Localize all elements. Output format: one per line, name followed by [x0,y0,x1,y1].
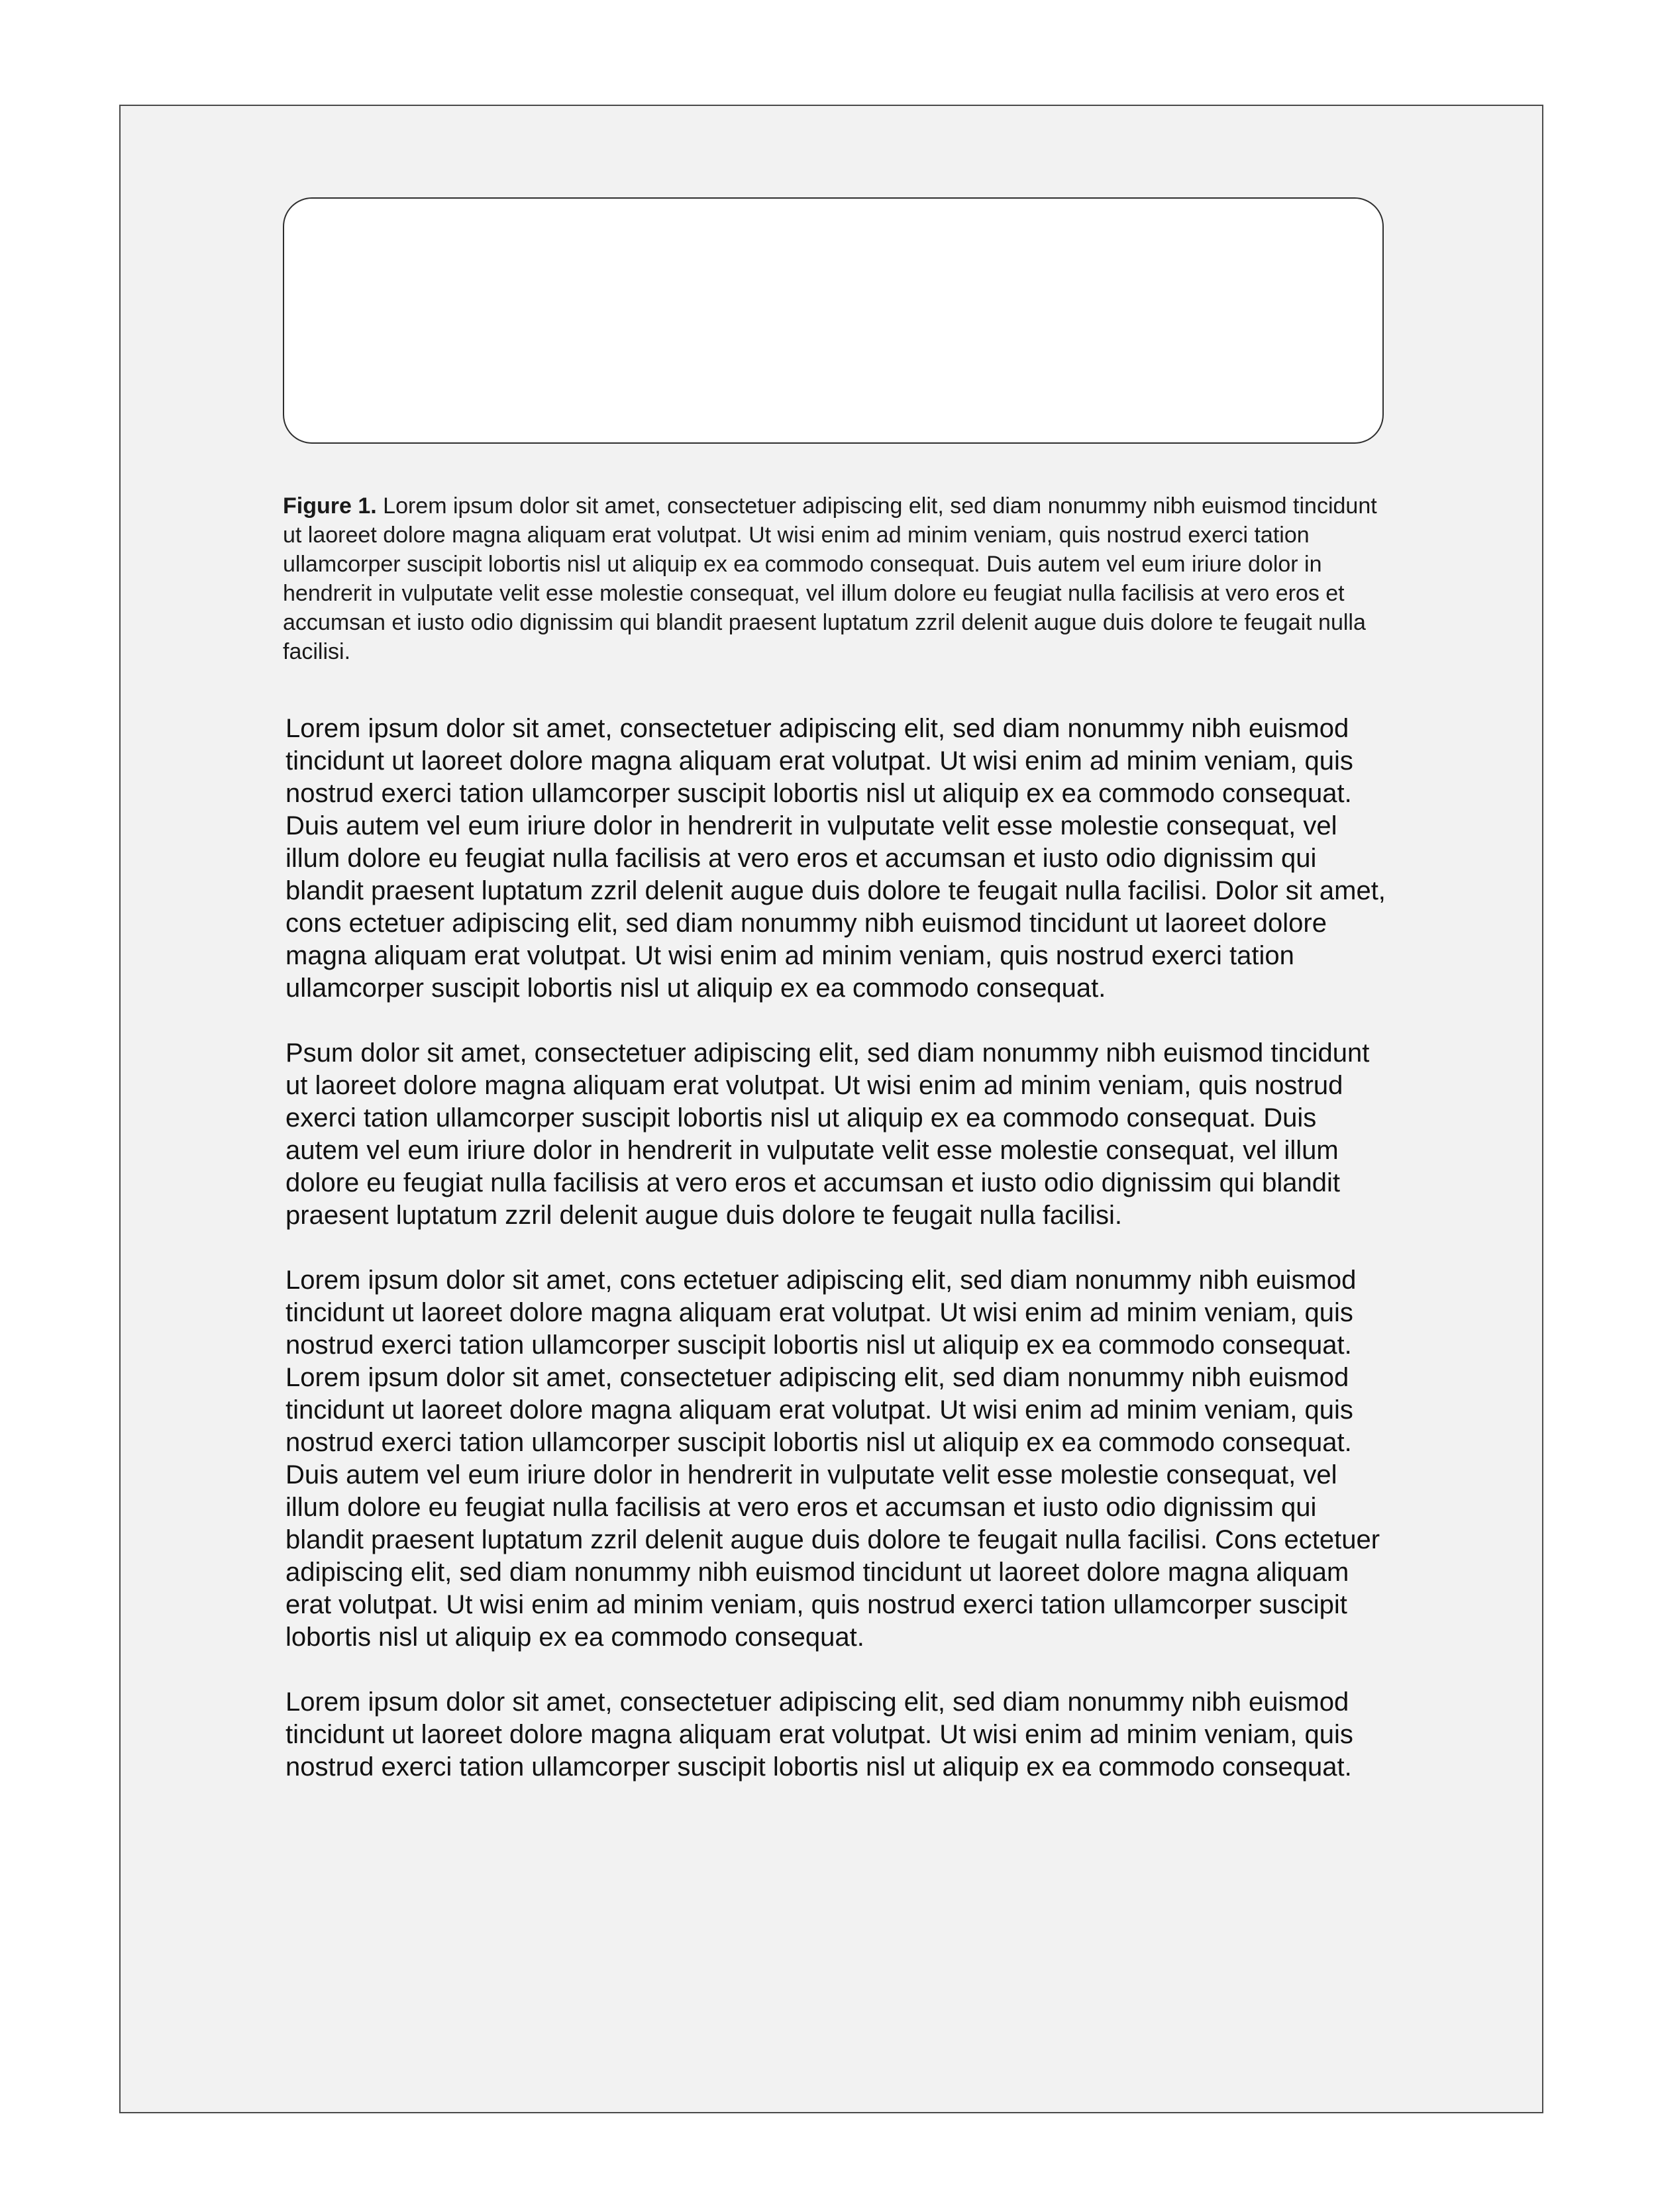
paragraph-2: Psum dolor sit amet, consectetuer adipiscing elit, sed diam nonummy nibh euismod tincidunt ut laoreet dolore magna aliquam erat volutpat. Ut wisi enim ad minim veniam, quis nostrud exerci tation ullamcorper suscipit lobortis nisl ut aliquip ex ea commodo consequat. Duis autem vel eum iriure dolor in hendrerit in vulputate velit esse molestie consequat, vel illum dolore eu feugiat nulla facilisis at vero eros et accumsan et iusto odio dignissim qui blandit praesent luptatum zzril delenit augue duis dolore te feugait nulla facilisi. [285,1038,1370,1230]
body-text [285,713,1392,1784]
paragraph-3: Lorem ipsum dolor sit amet, cons ectetuer adipiscing elit, sed diam nonummy nibh euismod tincidunt ut laoreet dolore magna aliquam erat volutpat. Ut wisi enim ad minim veniam, quis nostrud exerci tation ullamcorper suscipit lobortis nisl ut aliquip ex ea commodo consequat. [285,1266,1357,1360]
figure-caption-label: Figure 1. [283,493,377,519]
paragraph-5: Lorem ipsum dolor sit amet, consectetuer adipiscing elit, sed diam nonummy nibh euismod tincidunt ut laoreet dolore magna aliquam erat volutpat. Ut wisi enim ad minim veniam, quis nostrud exerci tation ullamcorper suscipit lobortis nisl ut aliquip ex ea commodo consequat. [285,1687,1353,1782]
paragraph-1: Lorem ipsum dolor sit amet, consectetuer adipiscing elit, sed diam nonummy nibh euismod tincidunt ut laoreet dolore magna aliquam erat volutpat. Ut wisi enim ad minim veniam, quis nostrud exerci tation ullamcorper suscipit lobortis nisl ut aliquip ex ea commodo consequat. Duis autem vel eum iriure dolor in hendrerit in vulputate velit esse molestie consequat, vel illum dolore eu feugiat nulla facilisis at vero eros et accumsan et iusto odio dignissim qui blandit praesent luptatum zzril delenit augue duis dolore te feugait nulla facilisi. Dolor sit amet, cons ectetuer adipiscing elit, sed diam nonummy nibh euismod tincidunt ut laoreet dolore magna aliquam erat volutpat. Ut wisi enim ad minim veniam, quis nostrud exerci tation ullamcorper suscipit lobortis nisl ut aliquip ex ea commodo consequat. [285,714,1386,1003]
figure-placeholder [283,197,1384,444]
paragraph-4: Lorem ipsum dolor sit amet, consectetuer adipiscing elit, sed diam nonummy nibh euismod tincidunt ut laoreet dolore magna aliquam erat volutpat. Ut wisi enim ad minim veniam, quis nostrud exerci tation ullamcorper suscipit lobortis nisl ut aliquip ex ea commodo consequat. Duis autem vel eum iriure dolor in hendrerit in vulputate velit esse molestie consequat, vel illum dolore eu feugiat nulla facilisis at vero eros et accumsan et iusto odio dignissim qui blandit praesent luptatum zzril delenit augue duis dolore te feugait nulla facilisi. Cons ectetuer adipiscing elit, sed diam nonummy nibh euismod tincidunt ut laoreet dolore magna aliquam erat volutpat. Ut wisi enim ad minim veniam, quis nostrud exerci tation ullamcorper suscipit lobortis nisl ut aliquip ex ea commodo consequat. [285,1363,1380,1652]
figure-caption [283,491,1396,666]
figure-caption-text: Lorem ipsum dolor sit amet, consectetuer adipiscing elit, sed diam nonummy nibh euismod tincidunt ut laoreet dolore magna aliquam erat volutpat. Ut wisi enim ad minim veniam, quis nostrud exerci tation ullamcorper suscipit lobortis nisl ut aliquip ex ea commodo consequat. Duis autem vel eum iriure dolor in hendrerit in vulputate velit esse molestie consequat, vel illum dolore eu feugiat nulla facilisis at vero eros et accumsan et iusto odio dignissim qui blandit praesent luptatum zzril delenit augue duis dolore te feugait nulla facilisi. [283,493,1377,664]
document-page [119,105,1543,2113]
